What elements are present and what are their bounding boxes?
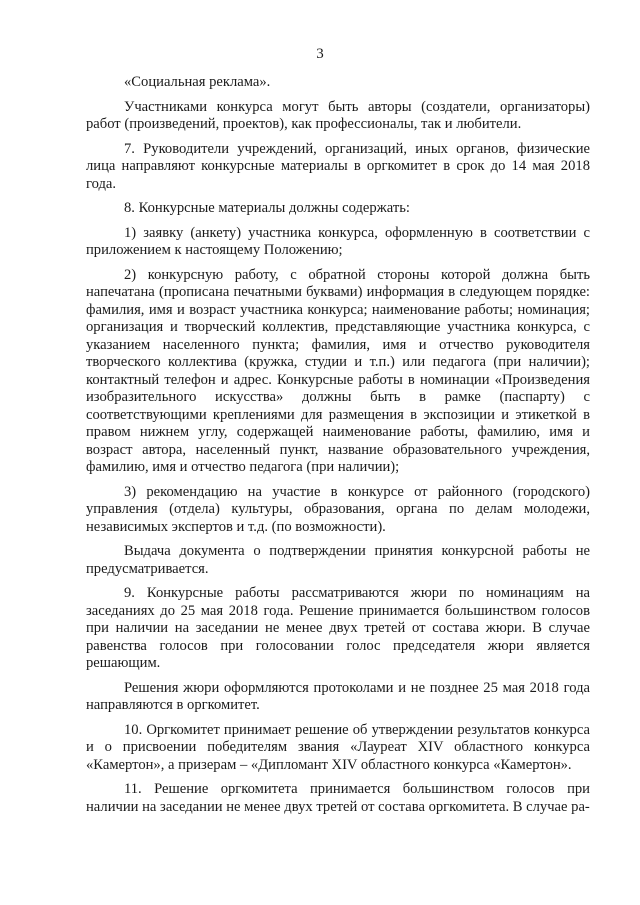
paragraph-jury-protocols: Решения жюри оформляются протоколами и не позднее 25 мая 2018 года направляются в оргкомитет.: [86, 679, 590, 713]
paragraph-8-2-work: 2) конкурсную работу, с обратной стороны которой должна быть напечатана (прописана печатными буквами) информация в следующем порядке: фамилия, имя и возраст участника конкурса; наименование работы; номинация; организация и творческий коллектив, представляющие участника конкурса, с указанием населенного пункта; фамилия, имя и отчество руководителя творческого коллектива (кружка, студии и т.п.) или педагога (при наличии); контактный телефон и адрес. Конкурсные работы в номинации «Произведения изобразительного искусства» должны быть в рамке (паспарту) с соответствующими креплениями для размещения в экспозиции и этикеткой в правом нижнем углу, содержащей наименование работы, фамилию, имя и возраст автора, населенный пункт, название образовательного учреждения, фамилию, имя и отчество педагога (при наличии);: [86, 266, 590, 475]
paragraph-7-deadline: 7. Руководители учреждений, организаций, иных органов, физические лица направляют конкурсные материалы в оргкомитет в срок до 14 мая 2018 года.: [86, 140, 590, 192]
paragraph-11-decision: 11. Решение оргкомитета принимается большинством голосов при наличии на заседании не менее двух третей от состава оргкомитета. В случае ра-: [86, 781, 590, 815]
paragraph-8-materials: 8. Конкурсные материалы должны содержать:: [124, 200, 410, 216]
paragraph-social-ad: «Социальная реклама».: [124, 74, 271, 90]
paragraph-9-jury: 9. Конкурсные работы рассматриваются жюри по номинациям на заседаниях до 25 мая 2018 года. Решение принимается большинством голосов при наличии на заседании не менее двух третей от состава жюри. В случае равенства голосов при голосовании голос председателя жюри является решающим.: [86, 585, 590, 671]
document-body: [86, 74, 590, 823]
page-number: 3: [316, 46, 324, 62]
paragraph-8-3-recommendation: 3) рекомендацию на участие в конкурсе от районного (городского) управления (отдела) культуры, образования, органа по делам молодежи, независимых экспертов и т.д. (по возможности).: [86, 483, 590, 535]
paragraph-confirmation: Выдача документа о подтверждении принятия конкурсной работы не предусматривается.: [86, 543, 590, 577]
paragraph-10-results: 10. Оргкомитет принимает решение об утверждении результатов конкурса и о присвоении победителям звания «Лауреат XIV областного конкурса «Камертон», а призерам – «Дипломант XIV областного конкурса «Камертон».: [86, 721, 590, 773]
paragraph-participants: Участниками конкурса могут быть авторы (создатели, организаторы) работ (произведений, проектов), как профессионалы, так и любители.: [86, 98, 590, 132]
paragraph-8-1-application: 1) заявку (анкету) участника конкурса, оформленную в соответствии с приложением к настоящему Положению;: [86, 224, 590, 258]
